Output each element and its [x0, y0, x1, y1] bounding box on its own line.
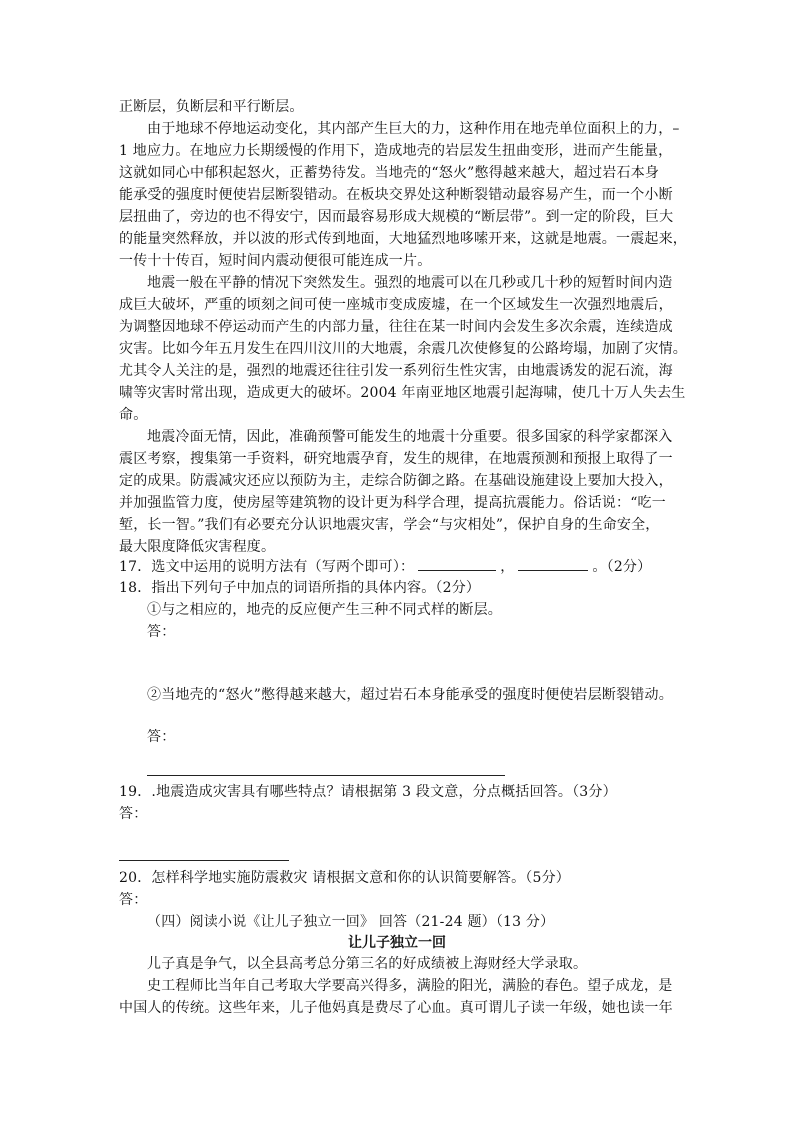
answer-label: 答：	[119, 892, 148, 908]
question-18-item-2: ②当地壳的“怒火”憋得越来越大，超过岩石本身能承受的强度时便使岩层断裂错动。	[147, 687, 673, 703]
story-title: 让儿子独立一回	[348, 935, 446, 951]
story-line: 史工程师比当年自己考取大学要高兴得多，满脸的阳光，满脸的春色。望子成龙，是	[147, 978, 673, 994]
passage-line: 啸等灾害时常出现，造成更大的破坏。2004 年南亚地区地震引起海啸，使几十万人失去生	[119, 385, 686, 401]
question-18-item-1: ①与之相应的，地壳的反应便产生三种不同式样的断层。	[147, 602, 502, 618]
passage-line: 地震一般在平静的情况下突然发生。强烈的地震可以在几秒或几十秒的短暂时间内造	[147, 275, 673, 291]
question-17-text: 17．选文中运用的说明方法有（写两个即可）：	[119, 559, 415, 575]
passage-line: 成巨大破坏，严重的顷刻之间可使一座城市变成废墟，在一个区域发生一次强烈地震后，	[119, 297, 673, 313]
passage-line: 地震冷面无情，因此，准确预警可能发生的地震十分重要。很多国家的科学家都深入	[147, 429, 673, 445]
question-17	[119, 556, 651, 578]
passage-line: 由于地球不停地运动变化，其内部产生巨大的力，这种作用在地壳单位面积上的力，–	[147, 121, 680, 137]
answer-blank-2[interactable]	[518, 556, 588, 571]
passage-line: 最大限度降低灾害程度。	[119, 539, 276, 555]
answer-label: 答：	[147, 729, 176, 745]
passage-line: 的能量突然释放，并以波的形式传到地面，大地猛烈地哆嗦开来，这就是地震。一震起来，	[119, 231, 687, 247]
section-header: （四）阅读小说《让儿子独立一回》 回答（21-24 题）（13 分）	[147, 914, 555, 930]
passage-line: 为调整因地球不停运动而产生的内部力量，往往在某一时间内会发生多次余震，连续造成	[119, 319, 673, 335]
passage-line: 灾害。比如今年五月发生在四川汶川的大地震，余震几次使修复的公路垮塌，加剧了灾情。	[119, 341, 687, 357]
passage-line: 层扭曲了，旁边的也不得安宁，因而最容易形成大规模的“断层带”。到一定的阶段，巨大	[119, 209, 674, 225]
answer-line[interactable]	[119, 860, 289, 861]
passage-line: 尤其令人关注的是，强烈的地震还往往引发一系列衍生性灾害，由地震诱发的泥石流，海	[119, 363, 673, 379]
answer-label: 答：	[119, 806, 148, 822]
passage-line: 能承受的强度时便使岩层断裂错动。在板块交界处这种断裂错动最容易产生，而一个小断	[119, 187, 673, 203]
story-line: 中国人的传统。这些年来，儿子他妈真是费尽了心血。真可谓儿子读一年级，她也读一年	[119, 1000, 673, 1016]
question-17-points: 。（2分）	[592, 559, 652, 575]
passage-line: 并加强监管力度，使房屋等建筑物的设计更为科学合理，提高抗震能力。俗话说：“吃一	[119, 495, 666, 511]
answer-label: 答：	[147, 624, 176, 640]
passage-line: 这就如同心中郁积起怒火，正蓄势待发。当地壳的“怒火”憋得越来越大，超过岩石本身	[119, 165, 660, 181]
passage-line: 震区考察，搜集第一手资料，研究地震孕育，发生的规律，在地震预测和预报上取得了一	[119, 451, 673, 467]
answer-line[interactable]	[147, 775, 505, 776]
question-17-separator: ，	[500, 559, 515, 575]
question-20: 20．怎样科学地实施防震救灾 请根据文意和你的认识简要解答。（5分）	[119, 870, 570, 886]
passage-line: 一传十十传百，短时间内震动便很可能连成一片。	[119, 253, 432, 269]
question-18: 18．指出下列句子中加点的词语所指的具体内容。（2分）	[119, 580, 481, 596]
passage-line: 定的成果。防震减灾还应以预防为主，走综合防御之路。在基础设施建设上要加大投入，	[119, 473, 673, 489]
passage-line: 1 地应力。在地应力长期缓慢的作用下，造成地壳的岩层发生扭曲变形，进而产生能量，	[119, 143, 673, 159]
passage-line: 堑，长一智。”我们有必要充分认识地震灾害，学会“与灾相处”，保护自身的生命安全，	[119, 517, 660, 533]
passage-line: 命。	[119, 407, 148, 423]
answer-blank-1[interactable]	[418, 556, 496, 571]
question-19: 19．.地震造成灾害具有哪些特点？请根据第 3 段文意，分点概括回答。（3分）	[119, 784, 617, 800]
story-line: 儿子真是争气，以全县高考总分第三名的好成绩被上海财经大学录取。	[147, 956, 588, 972]
passage-line: 正断层，负断层和平行断层。	[119, 99, 304, 115]
